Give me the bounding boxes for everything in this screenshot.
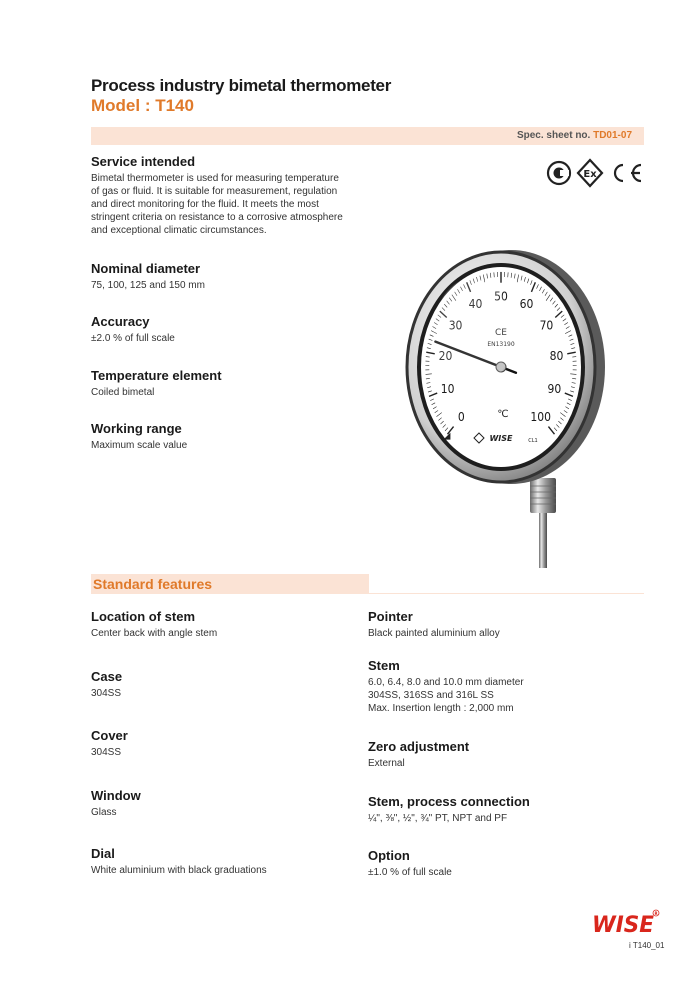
feature-text: 304SS, 316SS and 316L SS — [368, 690, 494, 701]
feature-heading: Dial — [91, 846, 115, 861]
document-code: i T140_01 — [629, 941, 665, 950]
thermometer-fitting — [530, 478, 556, 513]
ce-mark-icon — [615, 165, 641, 181]
thermometer-stem — [539, 511, 547, 568]
spec-nominal-diameter — [91, 261, 381, 292]
feature-text: ±1.0 % of full scale — [368, 867, 452, 878]
feature-text: Black painted aluminium alloy — [368, 628, 500, 639]
service-line: of gas or fluid. It is suitable for measurement, regulation — [91, 186, 338, 197]
dial-ce-mark: CE — [495, 328, 507, 338]
dial-unit: ℃ — [497, 409, 509, 420]
feature-text: Max. Insertion length : 2,000 mm — [368, 703, 514, 714]
divider — [91, 593, 644, 594]
spec-working-range — [91, 421, 381, 452]
certification-marks — [546, 158, 646, 188]
wise-logo — [590, 908, 660, 936]
spec-heading: Nominal diameter — [91, 261, 201, 276]
service-section — [91, 154, 381, 237]
feature-text: Glass — [91, 807, 117, 818]
thermometer-image — [393, 243, 608, 568]
feature-text: ¼", ⅜", ½", ¾" PT, NPT and PF — [368, 813, 508, 824]
feature-process-connection — [368, 794, 658, 825]
svg-text:Ex: Ex — [583, 169, 597, 180]
model-title: Model : T140 — [91, 96, 194, 115]
dial-scale-label: 70 — [539, 318, 554, 333]
dial-scale-label: 0 — [457, 409, 465, 424]
feature-text: External — [368, 758, 405, 769]
service-line: and exceptional climatic circumstances. — [91, 225, 267, 236]
feature-heading: Zero adjustment — [368, 739, 470, 754]
dial-scale-label: 80 — [549, 348, 564, 363]
feature-dial — [91, 846, 381, 877]
feature-heading: Location of stem — [91, 609, 196, 624]
dial-scale-label: 60 — [519, 297, 534, 312]
dial-brand: WISE — [489, 434, 513, 443]
dial-scale-label: 90 — [547, 381, 562, 396]
dial-scale-label: 30 — [448, 318, 463, 333]
spec-text: Maximum scale value — [91, 440, 188, 451]
feature-zero-adjustment — [368, 739, 658, 770]
feature-text: Center back with angle stem — [91, 628, 218, 639]
doc-title: Process industry bimetal thermometer — [91, 76, 392, 95]
feature-heading: Stem, process connection — [368, 794, 530, 809]
feature-window — [91, 788, 381, 819]
dial-standard: EN13190 — [487, 341, 515, 348]
spec-heading: Working range — [91, 421, 182, 436]
feature-text: 304SS — [91, 688, 122, 699]
feature-heading: Case — [91, 669, 123, 684]
service-line: and direct monitoring for the fluid. It meets the most — [91, 199, 319, 210]
spec-text: ±2.0 % of full scale — [91, 333, 175, 344]
gost-mark-icon — [548, 162, 570, 184]
dial-class: CL1 — [528, 438, 538, 444]
spec-text: 75, 100, 125 and 150 mm — [91, 280, 205, 291]
feature-heading: Window — [91, 788, 141, 803]
spec-sheet-bar — [91, 127, 644, 145]
standard-features-title: Standard features — [93, 576, 213, 592]
service-heading: Service intended — [91, 154, 196, 169]
service-line: Bimetal thermometer is used for measuring temperature — [91, 173, 339, 184]
svg-text:R: R — [654, 911, 658, 916]
dial-scale-label: 20 — [438, 348, 453, 363]
feature-cover — [91, 728, 381, 759]
service-line: stringent criteria on resistance to a corrosive atmosphere — [91, 212, 343, 223]
feature-location-of-stem — [91, 609, 381, 640]
feature-stem — [368, 658, 658, 715]
ex-mark-icon — [578, 160, 602, 186]
wise-logo-text: WISE — [592, 913, 654, 936]
feature-heading: Option — [368, 848, 410, 863]
spec-temperature-element — [91, 368, 381, 399]
spec-sheet-number: Spec. sheet no. TD01-07 — [516, 130, 632, 141]
feature-option — [368, 848, 658, 879]
feature-text: White aluminium with black graduations — [91, 865, 267, 876]
spec-heading: Temperature element — [91, 368, 222, 383]
spec-heading: Accuracy — [91, 314, 150, 329]
dial-scale-label: 100 — [530, 409, 552, 424]
dial-scale-label: 10 — [440, 381, 455, 396]
feature-pointer — [368, 609, 658, 640]
feature-heading: Cover — [91, 728, 128, 743]
feature-case — [91, 669, 381, 700]
feature-text: 304SS — [91, 747, 122, 758]
dial-scale-label: 50 — [494, 289, 508, 304]
feature-heading: Stem — [368, 658, 400, 673]
standard-features-header — [91, 574, 369, 594]
spec-text: Coiled bimetal — [91, 387, 155, 398]
feature-text: 6.0, 6.4, 8.0 and 10.0 mm diameter — [368, 677, 524, 688]
feature-heading: Pointer — [368, 609, 413, 624]
spec-accuracy — [91, 314, 381, 345]
dial-scale-label: 40 — [468, 297, 483, 312]
